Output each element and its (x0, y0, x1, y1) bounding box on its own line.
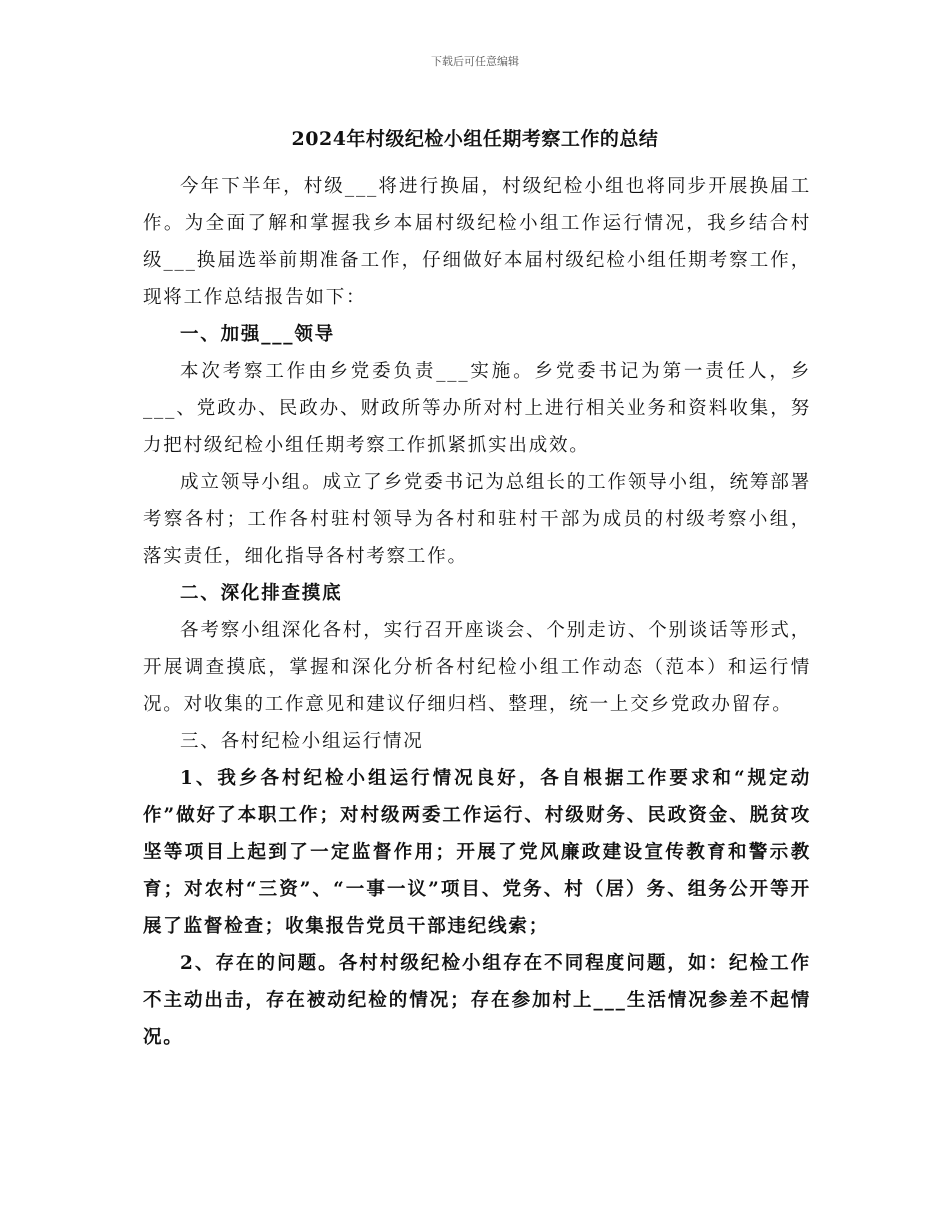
document-body (143, 168, 811, 1056)
section-heading-2: 二、深化排查摸底 (180, 583, 343, 604)
paragraph-intro: 今年下半年，村级___将进行换届，村级纪检小组也将同步开展换届工作。为全面了解和掌握我乡本届村级纪检小组工作运行情况，我乡结合村级___换届选举前期准备工作，仔细做好本届村级纪检小组任期考察工作，现将工作总结报告如下： (143, 176, 811, 308)
document-title: 2024年村级纪检小组任期考察工作的总结 (291, 128, 659, 150)
section-heading-3: 三、各村纪检小组运行情况 (180, 731, 424, 752)
paragraph-problems: 2、存在的问题。各村村级纪检小组存在不同程度问题，如：纪检工作不主动出击，存在被动纪检的情况；存在参加村上___生活情况参差不起情况。 (143, 953, 811, 1048)
paragraph-section-2: 各考察小组深化各村，实行召开座谈会、个别走访、个别谈话等形式，开展调查摸底，掌握和深化分析各村纪检小组工作动态（范本）和运行情况。对收集的工作意见和建议仔细归档、整理，统一上交乡党政办留存。 (143, 620, 811, 715)
page-header-note: 下载后可任意编辑 (431, 55, 519, 68)
paragraph-section-1: 本次考察工作由乡党委负责___实施。乡党委书记为第一责任人，乡___、党政办、民政办、财政所等办所对村上进行相关业务和资料收集，努力把村级纪检小组任期考察工作抓紧抓实出成效。 (143, 361, 811, 456)
paragraph-operation-status: 1、我乡各村纪检小组运行情况良好，各自根据工作要求和“规定动作”做好了本职工作；对村级两委工作运行、村级财务、民政资金、脱贫攻坚等项目上起到了一定监督作用；开展了党风廉政建设宣传教育和警示教育；对农村“三资”、“一事一议”项目、党务、村（居）务、组务公开等开展了监督检查；收集报告党员干部违纪线索； (143, 768, 811, 937)
section-heading-1: 一、加强___领导 (180, 324, 335, 345)
paragraph-leadership-group: 成立领导小组。成立了乡党委书记为总组长的工作领导小组，统筹部署考察各村；工作各村驻村领导为各村和驻村干部为成员的村级考察小组，落实责任，细化指导各村考察工作。 (143, 472, 811, 567)
